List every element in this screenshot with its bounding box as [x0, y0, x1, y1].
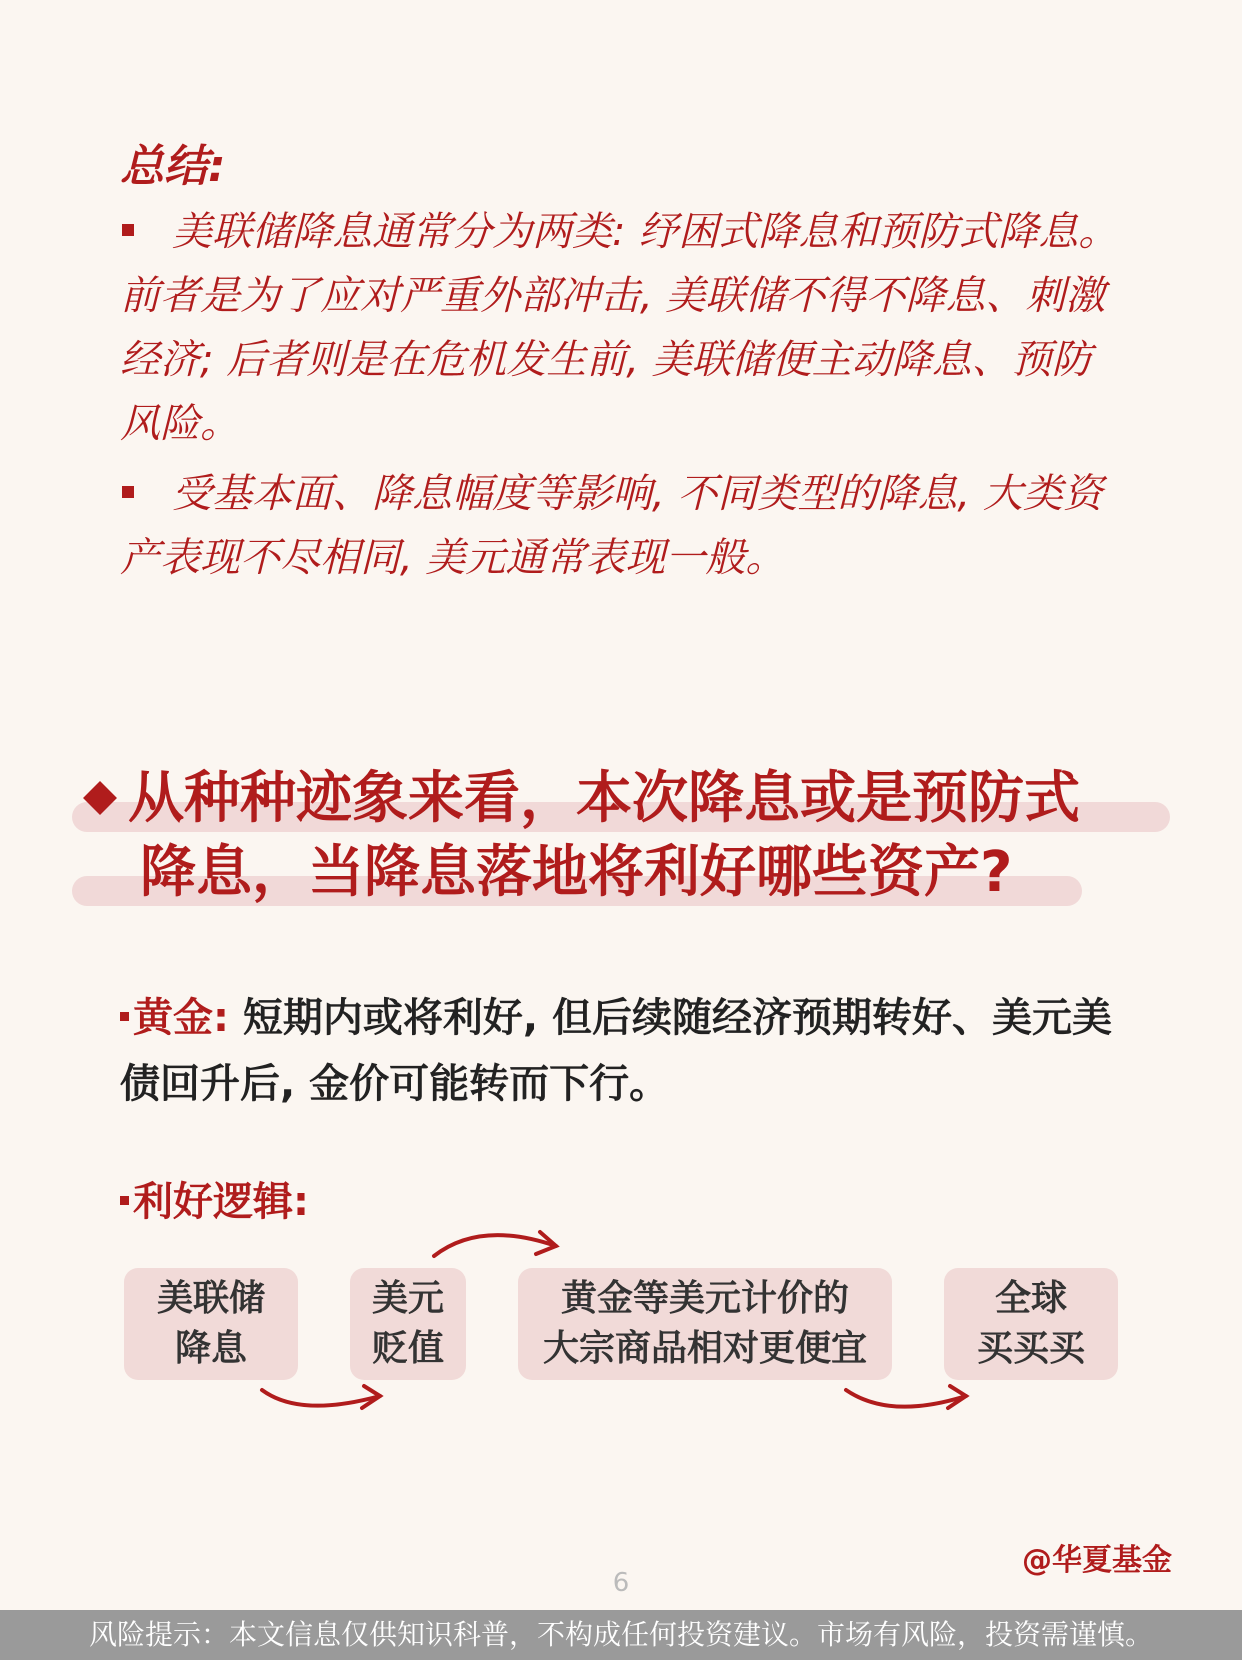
summary-item-text: 受基本面、降息幅度等影响, 不同类型的降息, 大类资产表现不尽相同, 美元通常表现一般。	[120, 471, 1103, 581]
flow-step-line: 大宗商品相对更便宜	[542, 1328, 867, 1369]
flow-step-line: 买买买	[976, 1328, 1085, 1369]
flow-step-commodities-cheaper	[518, 1268, 892, 1380]
curved-arrow-icon	[362, 1386, 380, 1408]
flow-step-fed-cut	[124, 1268, 298, 1380]
heading-line	[82, 836, 1182, 910]
flow-step-line: 美元	[371, 1278, 444, 1319]
curved-arrow-icon	[948, 1386, 966, 1408]
flow-step-line: 降息	[174, 1328, 247, 1369]
square-bullet-icon	[122, 486, 134, 498]
summary-item	[120, 200, 1120, 456]
flow-step-global-buying	[944, 1268, 1118, 1380]
flow-step-line: 美联储	[156, 1278, 265, 1319]
gold-text: 短期内或将利好, 但后续随经济预期转好、美元美债回升后, 金价可能转而下行。	[120, 995, 1113, 1107]
heading-text	[82, 762, 1182, 910]
curved-arrow-icon	[846, 1390, 966, 1407]
flow-step-line: 黄金等美元计价的	[560, 1278, 849, 1319]
summary-item	[120, 462, 1120, 590]
curved-arrow-icon	[536, 1232, 556, 1254]
curved-arrow-icon	[262, 1390, 380, 1406]
page-number: 6	[612, 1568, 630, 1598]
diamond-bullet-icon	[83, 781, 117, 815]
logic-title	[120, 1170, 309, 1227]
heading-line1-text: 从种种迹象来看，本次降息或是预防式	[128, 766, 1080, 831]
curved-arrow-icon	[434, 1235, 556, 1256]
flow-step-line: 全球	[994, 1278, 1067, 1319]
section-heading	[72, 762, 1182, 912]
summary-title: 总结:	[120, 141, 226, 192]
flow-step-usd-depreciation	[350, 1268, 466, 1380]
gold-paragraph	[120, 985, 1130, 1117]
heading-line2-text: 降息，当降息落地将利好哪些资产?	[140, 840, 1013, 905]
summary-item-text: 美联储降息通常分为两类: 纾困式降息和预防式降息。前者是为了应对严重外部冲击, 美联储不得不降息、刺激经济; 后者则是在危机发生前, 美联储便主动降息、预防风险。	[120, 209, 1119, 447]
summary-list	[120, 200, 1120, 596]
brand-watermark: @华夏基金	[1022, 1543, 1172, 1578]
square-bullet-icon	[120, 1196, 129, 1205]
square-bullet-icon	[120, 1012, 129, 1021]
flow-step-line: 贬值	[371, 1328, 444, 1369]
heading-line	[82, 762, 1182, 836]
risk-disclaimer-footer: 风险提示：本文信息仅供知识科普，不构成任何投资建议。市场有风险，投资需谨慎。	[0, 1610, 1242, 1660]
logic-title-text: 利好逻辑:	[133, 1179, 309, 1225]
square-bullet-icon	[122, 224, 134, 236]
gold-label: 黄金:	[133, 995, 229, 1041]
